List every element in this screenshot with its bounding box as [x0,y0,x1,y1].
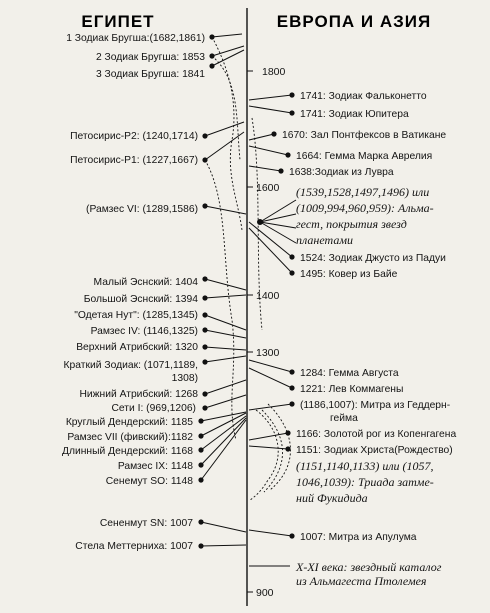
europe-label: 1221: Лев Коммагены [300,384,404,395]
dashed-connector [262,410,283,492]
egypt-label: "Одетая Нут": (1285,1345) [74,310,198,321]
italic-note: (1009,994,960,959): Альма- [296,201,434,215]
egypt-label: Сенемут SO: 1148 [105,476,193,487]
italic-note: 1046,1039): Триада затме- [296,475,434,489]
italic-note: ний Фукидида [296,491,368,505]
egypt-dot [198,418,203,423]
europe-label: 1670: Зал Понтфексов в Ватикане [282,130,447,141]
egypt-labels [62,33,205,552]
europe-connector [249,166,281,171]
egypt-label: Петосирис-Р2: (1240,1714) [70,131,198,142]
egypt-label: Рамзес IV: (1146,1325) [90,326,198,337]
italic-note: (1151,1140,1133) или (1057, [296,459,434,473]
egypt-dot [198,477,203,482]
egypt-dot [202,327,207,332]
connector-lines [201,34,296,566]
egypt-header: ЕГИПЕТ [81,12,155,31]
egypt-label: Нижний Атрибский: 1268 [79,389,198,400]
note-connector [260,214,296,222]
europe-connector [249,368,292,388]
europe-dot [289,110,294,115]
europe-dot [278,168,283,173]
europe-label: 1151: Зодиак Христа(Рождество) [296,445,453,456]
egypt-dot [209,63,214,68]
egypt-dot [202,344,207,349]
axis-ticks [247,66,286,599]
egypt-dot [209,34,214,39]
italic-note: гест, покрытия звезд [296,217,407,231]
europe-dot [285,152,290,157]
dashed-connector [205,160,236,440]
europe-label: 1741: Зодиак Фальконетто [300,91,427,102]
egypt-connector [205,279,246,290]
egypt-connector [205,380,246,394]
note-dot [257,219,263,225]
europe-dot [289,92,294,97]
dashed-connector [212,37,242,230]
egypt-label: Краткий Зодиак: (1071,1189, [63,360,198,371]
egypt-label: Круглый Дендерский: 1185 [65,417,193,428]
axis-tick-label: 1300 [256,347,280,359]
europe-dot [285,430,290,435]
note-connector [260,200,296,222]
egypt-label: 1308) [171,373,198,384]
europe-label: 1638:Зодиак из Лувра [289,167,394,178]
egypt-label: Стела Меттерниха: 1007 [75,541,193,552]
egypt-connector [201,545,246,546]
europe-connector [249,530,292,536]
europe-connector [249,360,292,372]
egypt-connector [205,295,246,298]
egypt-connector [201,420,246,480]
egypt-label: Длинный Дендерский: 1168 [62,446,193,457]
europe-connector [249,95,292,100]
egypt-dot [202,312,207,317]
egypt-connector [205,315,246,330]
egypt-dot [198,519,203,524]
axis-tick-label: 1600 [256,182,280,194]
egypt-connector [212,46,244,56]
europe-dot [289,270,294,275]
egypt-connector [205,132,244,160]
europe-connector [249,433,288,440]
italic-note: X-XI века: звездный каталог [296,560,442,574]
egypt-dot [202,276,207,281]
egypt-dot [198,543,203,548]
egypt-connector [205,206,246,214]
egypt-dot [202,359,207,364]
europe-dot [289,254,294,259]
egypt-dot [202,203,207,208]
axis-tick-label: 1400 [256,290,280,302]
europe-label: гейма [330,413,358,424]
europe-dot [289,533,294,538]
europe-label: 1524: Зодиак Джусто из Падуи [300,253,446,264]
italic-note: (1539,1528,1497,1496) или [296,185,430,199]
europe-connector [249,134,274,140]
europe-dot [289,369,294,374]
egypt-connector [212,50,244,66]
europe-connector [249,222,292,257]
axis-tick-label: 1800 [262,66,286,78]
egypt-dot [202,391,207,396]
italic-note: планетами [296,233,353,247]
egypt-connector [212,34,242,37]
axis-tick-label: 900 [256,587,274,599]
europe-label: 1664: Гемма Марка Аврелия [296,151,433,162]
egypt-dot [198,433,203,438]
egypt-label: Сененмут SN: 1007 [99,518,193,529]
egypt-label: Рамзес IX: 1148 [117,461,193,472]
europe-connector [249,146,288,155]
europe-label: 1166: Золотой рог из Копенгагена [296,429,457,440]
egypt-label: Верхний Атрибский: 1320 [76,342,198,353]
egypt-dot [202,295,207,300]
egypt-connector [205,356,246,362]
egypt-label: Сети I: (969,1206) [111,403,196,414]
europe-connector [249,228,292,273]
dashed-connectors [205,37,290,500]
europe-connector [249,106,292,113]
egypt-connector [205,330,246,338]
egypt-label: 2 Зодиак Бругша: 1853 [95,52,205,63]
europe-label: 1007: Митра из Апулума [300,532,417,543]
egypt-connector [205,395,246,408]
egypt-label: Большой Эснский: 1394 [83,294,198,305]
europe-asia-header: ЕВРОПА И АЗИЯ [276,12,432,31]
egypt-dot [202,405,207,410]
egypt-dot [202,133,207,138]
egypt-label: Петосирис-Р1: (1227,1667) [70,155,198,166]
europe-label: 1741: Зодиак Юпитера [300,109,409,120]
europe-dot [289,385,294,390]
egypt-dot [209,53,214,58]
egypt-label: 1 Зодиак Бругша:(1682,1861) [66,33,205,44]
egypt-label: Рамзес VII (фивский):1182 [67,432,193,443]
europe-dot [271,131,276,136]
egypt-label: (Рамзес VI: (1289,1586) [86,204,198,215]
europe-label: 1284: Гемма Августа [300,368,399,379]
egypt-label: 3 Зодиак Бругша: 1841 [95,69,205,80]
egypt-connector [201,522,246,532]
egypt-label: Малый Эснский: 1404 [93,277,198,288]
egypt-dot [198,462,203,467]
europe-label: (1186,1007): Митра из Геддерн- [300,400,451,411]
europe-connector [249,404,292,410]
egypt-connector [205,347,246,350]
italic-note: из Альмагеста Птолемея [296,574,427,588]
egypt-dot [198,447,203,452]
egypt-dot [202,157,207,162]
europe-dot [289,401,294,406]
europe-dot [285,446,290,451]
europe-label: 1495: Ковер из Байе [300,269,398,280]
